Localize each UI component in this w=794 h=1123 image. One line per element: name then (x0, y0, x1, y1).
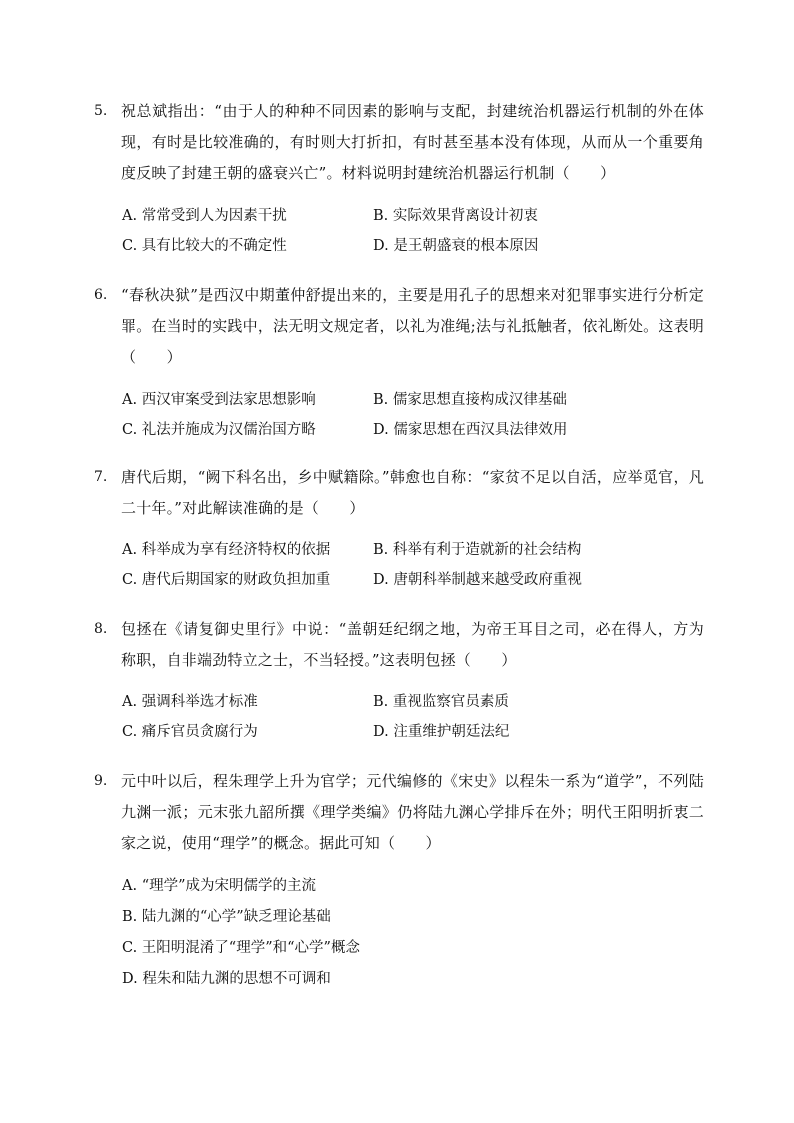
option-d: D. 儒家思想在西汉具法律效用 (373, 422, 568, 438)
option-c: C. 礼法并施成为汉儒治国方略 (122, 422, 316, 438)
option-a: A. 科举成为享有经济特权的依据 (122, 542, 331, 558)
option-d: D. 唐朝科举制越来越受政府重视 (373, 572, 582, 588)
option-a: A. 常常受到人为因素干扰 (122, 208, 287, 224)
option-d: D. 程朱和陆九渊的思想不可调和 (122, 971, 331, 987)
question-7 (94, 462, 704, 588)
option-c: C. 具有比较大的不确定性 (122, 238, 287, 254)
question-stem: 祝总斌指出：“由于人的种种不同因素的影响与支配，封建统治机器运行机制的外在体现，有时是比较准确的，有时则大打折扣，有时甚至基本没有体现，从而从一个重要角度反映了封建王朝的盛衰兴亡”。材料说明封建统治机器运行机制（ ） (121, 102, 704, 182)
question-number: 5. (94, 103, 108, 119)
option-b: B. 重视监察官员素质 (373, 694, 509, 710)
question-number: 7. (94, 469, 108, 485)
option-d: D. 是王朝盛衰的根本原因 (373, 238, 539, 254)
question-number: 9. (94, 773, 108, 789)
options (122, 874, 712, 996)
option-a: A. 西汉审案受到法家思想影响 (122, 392, 316, 408)
option-c: C. 痛斥官员贪腐行为 (122, 724, 258, 740)
question-8 (94, 614, 704, 740)
question-9 (94, 766, 704, 987)
question-stem: 元中叶以后，程朱理学上升为官学；元代编修的《宋史》以程朱一系为“道学”，不列陆九渊一派；元末张九韶所撰《理学类编》仍将陆九渊心学排斥在外；明代王阳明折衷二家之说，使用“理学”的概念。据此可知（ ） (121, 772, 704, 852)
options (122, 388, 712, 448)
options (122, 204, 712, 264)
options (122, 538, 712, 598)
question-5 (94, 96, 704, 254)
option-b: B. 儒家思想直接构成汉律基础 (373, 392, 567, 408)
option-c: C. 唐代后期国家的财政负担加重 (122, 572, 331, 588)
option-c: C. 王阳明混淆了“理学”和“心学”概念 (122, 940, 360, 956)
option-b: B. 科举有利于造就新的社会结构 (373, 542, 582, 558)
option-b: B. 陆九渊的“心学”缺乏理论基础 (122, 909, 331, 925)
question-stem: 包拯在《请复御史里行》中说：“盖朝廷纪纲之地，为帝王耳目之司，必在得人，方为称职，自非端劲特立之士，不当轻授。”这表明包拯（ ） (121, 620, 704, 669)
option-d: D. 注重维护朝廷法纪 (373, 724, 510, 740)
option-b: B. 实际效果背离设计初衷 (373, 208, 538, 224)
options (122, 690, 712, 750)
question-stem: 唐代后期，“阙下科名出，乡中赋籍除。”韩愈也自称：“家贫不足以自活，应举觅官，凡二十年。”对此解读准确的是（ ） (121, 468, 704, 517)
option-a: A. 强调科举选才标准 (122, 694, 258, 710)
question-6 (94, 280, 704, 438)
question-stem: “春秋决狱”是西汉中期董仲舒提出来的，主要是用孔子的思想来对犯罪事实进行分析定罪。在当时的实践中，法无明文规定者，以礼为准绳;法与礼抵触者，依礼断处。这表明（ ） (121, 286, 704, 366)
option-a: A. “理学”成为宋明儒学的主流 (122, 878, 317, 894)
question-number: 8. (94, 621, 108, 637)
question-number: 6. (94, 287, 108, 303)
